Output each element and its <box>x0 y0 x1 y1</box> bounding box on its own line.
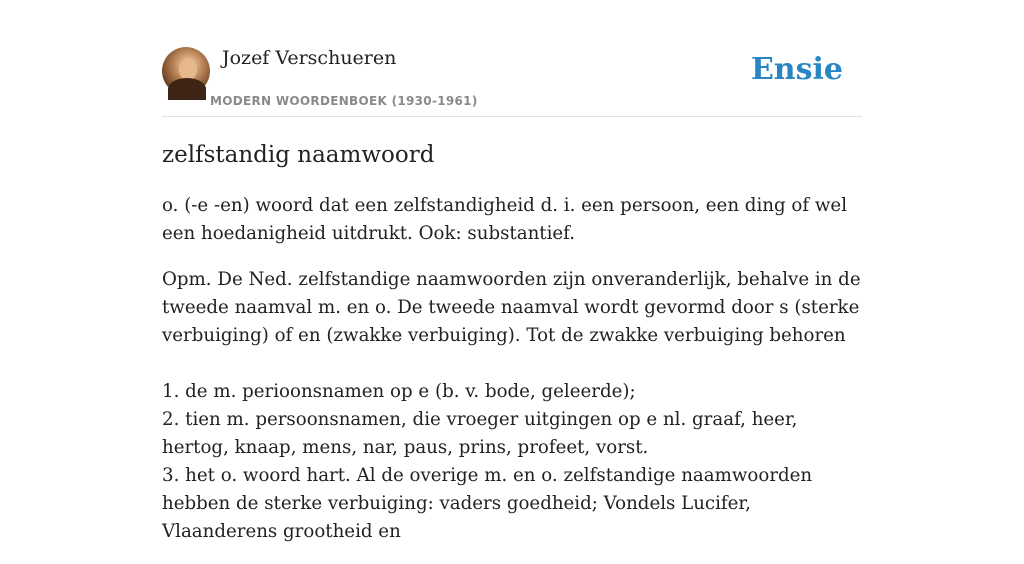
list-item: 3. het o. woord hart. Al de overige m. en o. zelfstandige naamwoorden hebben de sterke verbuiging: vaders goedheid; Vondels Lucifer, Vlaanderens grootheid en <box>162 465 813 542</box>
ensie-logo[interactable]: Ensie <box>750 52 843 87</box>
author-avatar[interactable] <box>162 47 210 95</box>
avatar-face <box>179 58 197 80</box>
source-label[interactable]: MODERN WOORDENBOEK (1930-1961) <box>210 94 478 108</box>
entry-definition: o. (-e -en) woord dat een zelfstandigheid d. i. een persoon, een ding of wel een hoedanigheid uitdrukt. Ook: substantief. <box>162 195 848 244</box>
entry-content <box>162 192 862 564</box>
list-item: 1. de m. perioonsnamen op e (b. v. bode, geleerde); <box>162 381 636 402</box>
author-name[interactable]: Jozef Verschueren <box>222 47 397 69</box>
entry-title: zelfstandig naamwoord <box>162 142 435 168</box>
avatar-body <box>168 78 206 100</box>
list-item: 2. tien m. persoonsnamen, die vroeger uitgingen op e nl. graaf, heer, hertog, knaap, mens, nar, paus, prins, profeet, vorst. <box>162 409 798 458</box>
entry-note-text: Opm. De Ned. zelfstandige naamwoorden zijn onveranderlijk, behalve in de tweede naamval m. en o. De tweede naamval wordt gevormd door s (sterke verbuiging) of en (zwakke verbuiging). Tot de zwakke verbuiging behoren <box>162 269 861 346</box>
entry-note <box>162 266 862 546</box>
header <box>162 0 862 117</box>
